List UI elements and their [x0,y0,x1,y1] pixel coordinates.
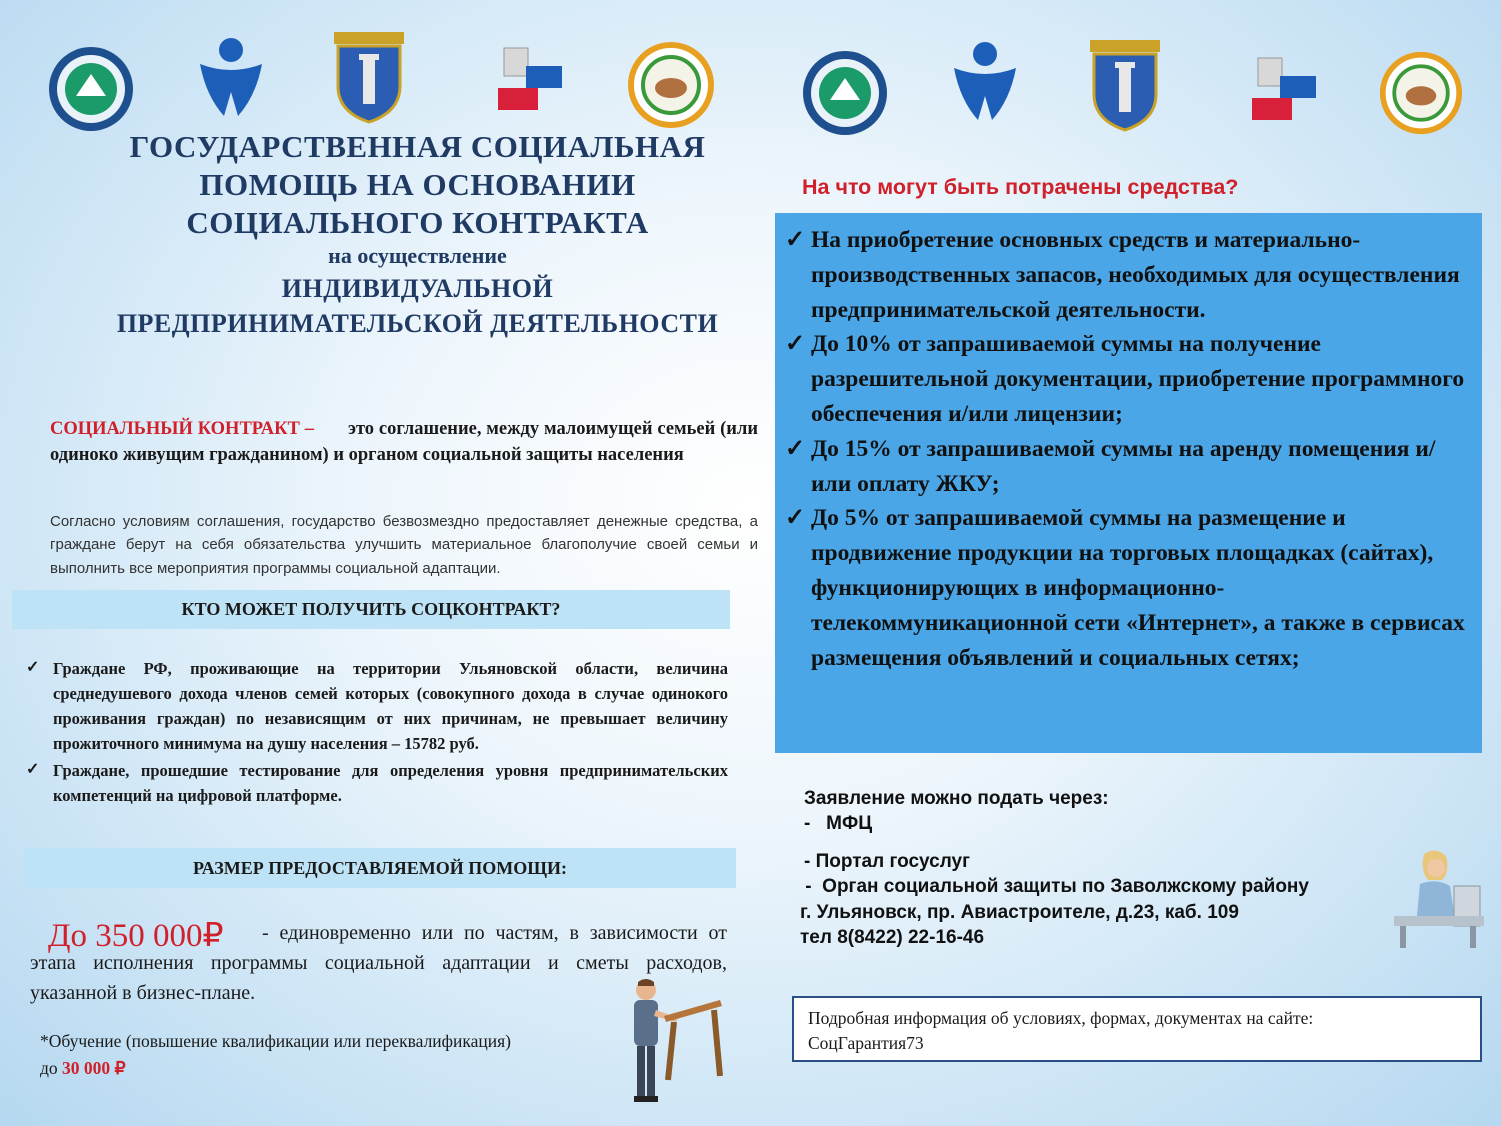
list-item [785,223,1474,327]
spend-item-text: До 15% от запрашиваемой суммы на аренду помещения и/или оплату ЖКУ; [811,435,1436,497]
list-item [26,656,728,756]
title-line-4: на осуществление [328,243,507,269]
training-amount: 30 000 ₽ [62,1058,126,1079]
info-line-1: Подробная информация об условиях, формах, документах на сайте: [808,1008,1314,1028]
checkmark-icon: ✓ [26,659,40,676]
title-line-6: ПРЕДПРИНИМАТЕЛЬСКОЙ ДЕЯТЕЛЬНОСТИ [116,308,719,338]
checkmark-icon: ✓ [785,331,806,358]
description: Согласно условиям соглашения, государство безвозмездно предоставляет денежные средства, а граждане берут на себя обязательства улучшить материальное благополучие своей семьи и выполнить все мероприятия программы социальной адаптации. [50,513,758,577]
coat-of-arms-logo [326,26,412,124]
social-protection-emblem-logo-2 [950,40,1020,124]
training-text: *Обучение (повышение квалификации или переквалификация) [40,1031,511,1051]
info-site[interactable]: СоцГарантия73 [808,1032,924,1053]
ministry-emblem-logo [46,44,136,134]
spend-item-text: На приобретение основных средств и материально-производственных запасов, необходимых для осуществления предпринимательской деятельности. [811,227,1460,323]
who-item-text: Граждане РФ, проживающие на территории Ульяновской области, величина среднедушевого дохода членов семей которых (совокупного дохода в случае одинокого проживания граждан) по независящим от них причинам, не превышает величину прожиточного минимума на душу населения – 15782 руб. [53,659,728,754]
definition-text: это соглашение, между малоимущей семьей (или одиноко живущим гражданином) и органом социальной защиты населения [50,419,758,466]
agriculture-logo-2 [1378,50,1464,136]
info-box [792,996,1482,1062]
cubes-logo-2 [1244,52,1324,132]
office-worker-illustration [1384,846,1486,955]
checkmark-icon: ✓ [785,435,806,462]
who-item-text: Граждане, прошедшие тестирование для определения уровня предпринимательских компетенций на цифровой платформе. [53,761,728,806]
social-protection-emblem-logo [196,36,266,120]
title-line-1: ГОСУДАРСТВЕННАЯ СОЦИАЛЬНАЯ [129,129,706,164]
amount-description: - единовременно или по частям, в зависимости от этапа исполнения программы социальной адаптации и сметы расходов, указанной в бизнес-плане. [30,922,727,1004]
apply-organ: - Орган социальной защиты по Заволжскому району [800,876,1309,898]
list-item [785,501,1474,675]
checkmark-icon: ✓ [785,227,806,253]
list-item [26,758,728,808]
apply-address: г. Ульяновск, пр. Авиастроителе, д.23, каб. 109 [800,901,1239,923]
definition [50,416,758,469]
size-heading: РАЗМЕР ПРЕДОСТАВЛЯЕМОЙ ПОМОЩИ: [24,848,736,888]
page-title [60,128,775,341]
apply-portal: - Портал госуслуг [804,850,970,872]
definition-term: СОЦИАЛЬНЫЙ КОНТРАКТ – [50,419,314,439]
who-heading: КТО МОЖЕТ ПОЛУЧИТЬ СОЦКОНТРАКТ? [12,590,730,629]
cubes-logo [490,42,570,122]
amount-value: До 350 000₽ [48,918,224,954]
carpenter-illustration [616,976,728,1115]
checkmark-icon: ✓ [26,761,40,779]
apply-section [800,786,1440,951]
title-line-5: ИНДИВИДУАЛЬНОЙ [281,274,554,304]
training-note [40,1028,620,1082]
ministry-emblem-logo-2 [800,48,890,138]
spend-heading: На что могут быть потрачены средства? [802,175,1239,199]
apply-heading: Заявление можно подать через: [804,788,1109,809]
title-line-3: СОЦИАЛЬНОГО КОНТРАКТА [186,204,649,240]
who-list [26,656,728,810]
coat-of-arms-logo-2 [1082,34,1168,132]
spend-item-text: До 5% от запрашиваемой суммы на размещение и продвижение продукции на торговых площадках (сайтах), функционирующих в информационно-телекоммуникационной сети «Интернет», а также в сервисах размещения объявлений и социальных сетях; [811,505,1465,671]
spend-box [775,213,1482,753]
title-line-2: ПОМОЩЬ НА ОСНОВАНИИ [199,166,636,202]
list-item [785,327,1474,431]
spend-item-text: До 10% от запрашиваемой суммы на получение разрешительной документации, приобретение программного обеспечения и/или лицензии; [811,331,1465,427]
apply-phone: тел 8(8422) 22-16-46 [800,927,985,949]
training-prefix: до [40,1058,58,1079]
list-item [785,432,1474,502]
apply-mfc: - МФЦ [804,813,873,835]
agriculture-logo [626,40,716,130]
checkmark-icon: ✓ [785,505,806,532]
